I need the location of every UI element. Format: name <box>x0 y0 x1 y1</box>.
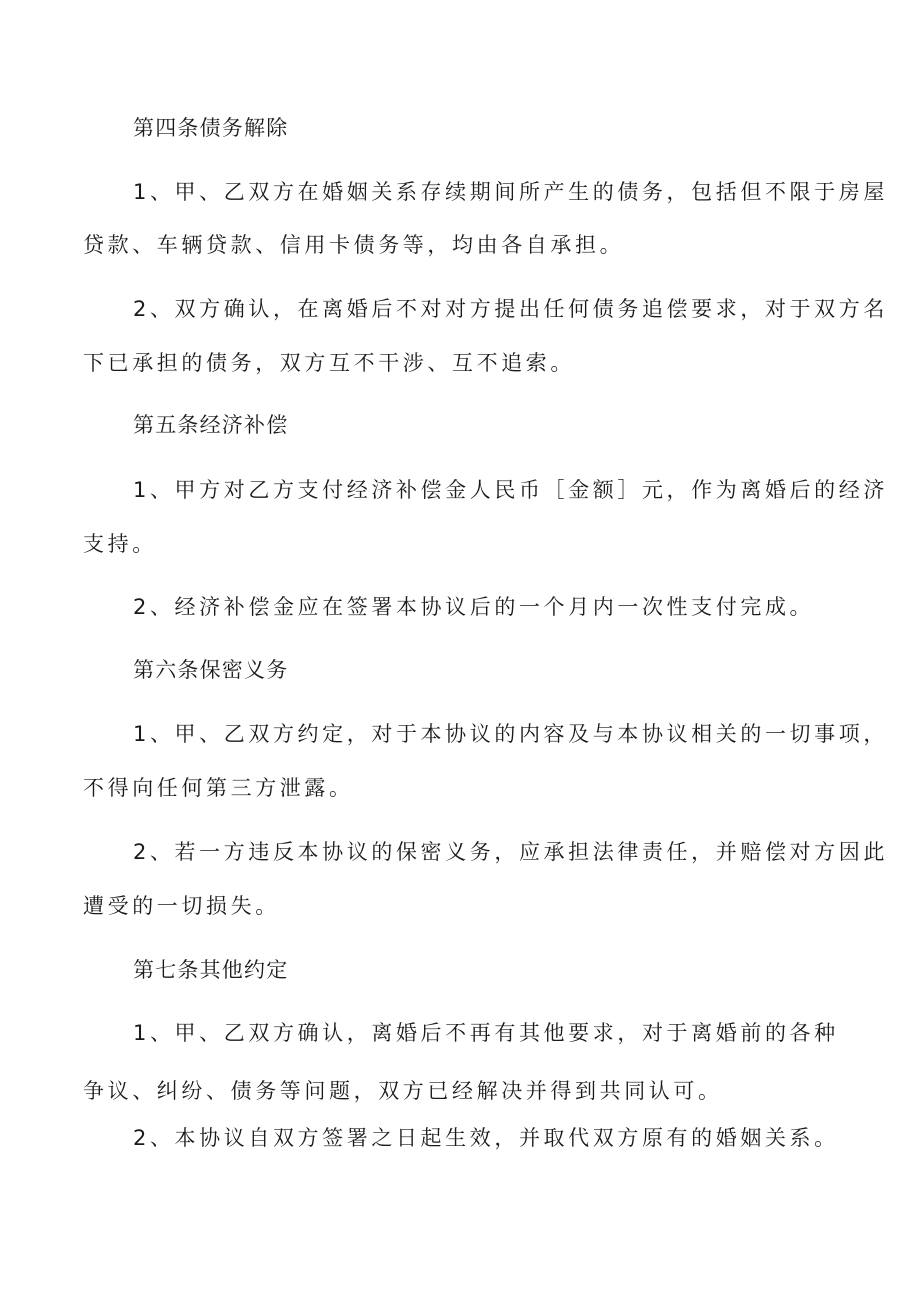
article-5-clause-1-line-1: 1、甲方对乙方支付经济补偿金人民币［金额］元，作为离婚后的经济 <box>133 478 888 502</box>
article-7-clause-1-line-1: 1、甲、乙双方确认，离婚后不再有其他要求，对于离婚前的各种 <box>133 1021 839 1045</box>
article-4-clause-2-line-2: 下已承担的债务，双方互不干涉、互不追索。 <box>83 351 575 375</box>
article-4-clause-2-line-1: 2、双方确认，在离婚后不对对方提出任何债务追偿要求，对于双方名 <box>133 297 888 321</box>
article-5-clause-2-line-1: 2、经济补偿金应在签署本协议后的一个月内一次性支付完成。 <box>133 595 815 619</box>
article-6-clause-2-line-1: 2、若一方违反本协议的保密义务，应承担法律责任，并赔偿对方因此 <box>133 840 888 864</box>
article-6-clause-1-line-2: 不得向任何第三方泄露。 <box>83 776 354 800</box>
article-7-clause-1-line-2: 争议、纠纷、债务等问题，双方已经解决并得到共同认可。 <box>83 1079 723 1103</box>
article-5-heading: 第五条经济补偿 <box>133 413 289 437</box>
article-4-heading: 第四条债务解除 <box>133 116 289 140</box>
article-4-clause-1-line-1: 1、甲、乙双方在婚姻关系存续期间所产生的债务，包括但不限于房屋 <box>133 180 888 204</box>
article-7-clause-2-line-1: 2、本协议自双方签署之日起生效，并取代双方原有的婚姻关系。 <box>133 1126 839 1150</box>
article-7-heading: 第七条其他约定 <box>133 958 289 982</box>
article-5-clause-1-line-2: 支持。 <box>83 532 157 556</box>
article-4-clause-1-line-2: 贷款、车辆贷款、信用卡债务等，均由各自承担。 <box>83 233 625 257</box>
article-6-clause-1-line-1: 1、甲、乙双方约定，对于本协议的内容及与本协议相关的一切事项， <box>133 722 888 746</box>
article-6-heading: 第六条保密义务 <box>133 658 289 682</box>
article-6-clause-2-line-2: 遭受的一切损失。 <box>83 894 280 918</box>
